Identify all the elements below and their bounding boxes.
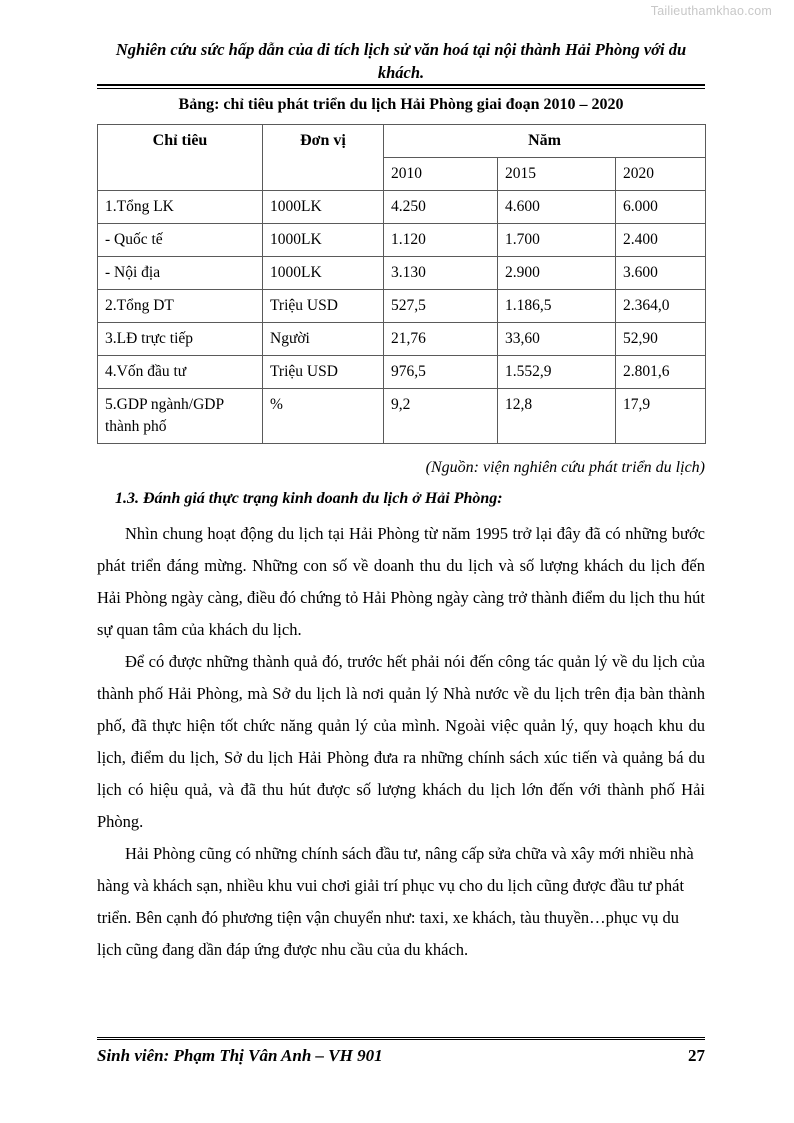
page-footer [97,1046,705,1066]
cell-2010: 4.250 [384,191,498,224]
cell-2015: 33,60 [498,323,616,356]
header-year-2020: 2020 [616,158,706,191]
footer-student-line: Sinh viên: Phạm Thị Vân Anh – VH 901 [97,1046,383,1065]
table-row [98,224,706,257]
cell-indicator: 1.Tổng LK [98,191,263,224]
cell-indicator: - Nội địa [98,257,263,290]
header-year-group: Năm [384,125,706,158]
cell-2015: 4.600 [498,191,616,224]
table-source-note: (Nguồn: viện nghiên cứu phát triển du lịch) [425,459,705,476]
cell-2015: 12,8 [498,389,616,444]
cell-2010: 3.130 [384,257,498,290]
body-copy [97,518,705,966]
cell-unit: 1000LK [263,191,384,224]
section-heading: 1.3. Đánh giá thực trạng kinh doanh du lịch ở Hải Phòng: [115,490,503,507]
table-row [98,389,706,444]
paragraph: Để có được những thành quả đó, trước hết phải nói đến công tác quản lý về du lịch của thành phố Hải Phòng, mà Sở du lịch là nơi quản lý Nhà nước về du lịch trên địa bàn thành phố, đã thực hiện tốt chức năng quản lý của mình. Ngoài việc quản lý, quy hoạch khu du lịch, điểm du lịch, Sở du lịch Hải Phòng đưa ra những chính sách xúc tiến và quảng bá du lịch có hiệu quả, và đã thu hút được số lượng khách du lịch lớn đến với thành phố Hải Phòng. [97,652,705,831]
table-row [98,290,706,323]
table-row [98,257,706,290]
tourism-indicators-table-wrapper [97,124,705,444]
header-year-2015: 2015 [498,158,616,191]
table-row [98,356,706,389]
cell-indicator: - Quốc tế [98,224,263,257]
cell-2020: 2.364,0 [616,290,706,323]
cell-2020: 6.000 [616,191,706,224]
running-head-rule [97,84,705,89]
table-caption: Bảng: chỉ tiêu phát triển du lịch Hải Phòng giai đoạn 2010 – 2020 [178,96,624,113]
running-head: Nghiên cứu sức hấp dẫn của di tích lịch sử văn hoá tại nội thành Hải Phòng với du khách. [115,40,687,82]
cell-2015: 1.552,9 [498,356,616,389]
cell-unit: % [263,389,384,444]
cell-2015: 1.186,5 [498,290,616,323]
cell-unit: 1000LK [263,257,384,290]
cell-indicator: 4.Vốn đầu tư [98,356,263,389]
cell-2020: 2.801,6 [616,356,706,389]
cell-2010: 21,76 [384,323,498,356]
footer-page-number: 27 [688,1046,705,1065]
tourism-indicators-table [97,124,706,444]
table-row [98,323,706,356]
cell-2020: 52,90 [616,323,706,356]
cell-2015: 1.700 [498,224,616,257]
paragraph: Hải Phòng cũng có những chính sách đầu tư, nâng cấp sửa chữa và xây mới nhiều nhà hàng và khách sạn, nhiều khu vui chơi giải trí phục vụ cho du lịch cũng được đầu tư phát triển. Bên cạnh đó phương tiện vận chuyển như: taxi, xe khách, tàu thuyền…phục vụ du lịch cũng đang dần đáp ứng được nhu cầu của du khách. [97,844,694,959]
watermark-text: Tailieuthamkhao.com [650,4,772,18]
header-indicator: Chỉ tiêu [98,125,263,191]
cell-2020: 17,9 [616,389,706,444]
cell-indicator: 5.GDP ngành/GDP thành phố [98,389,263,444]
footer-rule [97,1037,705,1040]
cell-2020: 2.400 [616,224,706,257]
cell-2010: 976,5 [384,356,498,389]
table-header-row-top [98,125,706,158]
cell-unit: Người [263,323,384,356]
cell-2020: 3.600 [616,257,706,290]
cell-indicator: 3.LĐ trực tiếp [98,323,263,356]
cell-2015: 2.900 [498,257,616,290]
paragraph: Nhìn chung hoạt động du lịch tại Hải Phòng từ năm 1995 trở lại đây đã có những bước phát triển đáng mừng. Những con số về doanh thu du lịch và số lượng khách du lịch đến Hải Phòng ngày càng, điều đó chứng tỏ Hải Phòng ngày càng trở thành điểm du lịch thu hút sự quan tâm của khách du lịch. [97,524,705,639]
cell-unit: Triệu USD [263,356,384,389]
cell-indicator: 2.Tổng DT [98,290,263,323]
cell-2010: 1.120 [384,224,498,257]
table-row [98,191,706,224]
cell-2010: 527,5 [384,290,498,323]
cell-unit: 1000LK [263,224,384,257]
header-year-2010: 2010 [384,158,498,191]
cell-2010: 9,2 [384,389,498,444]
header-unit: Đơn vị [263,125,384,191]
cell-unit: Triệu USD [263,290,384,323]
